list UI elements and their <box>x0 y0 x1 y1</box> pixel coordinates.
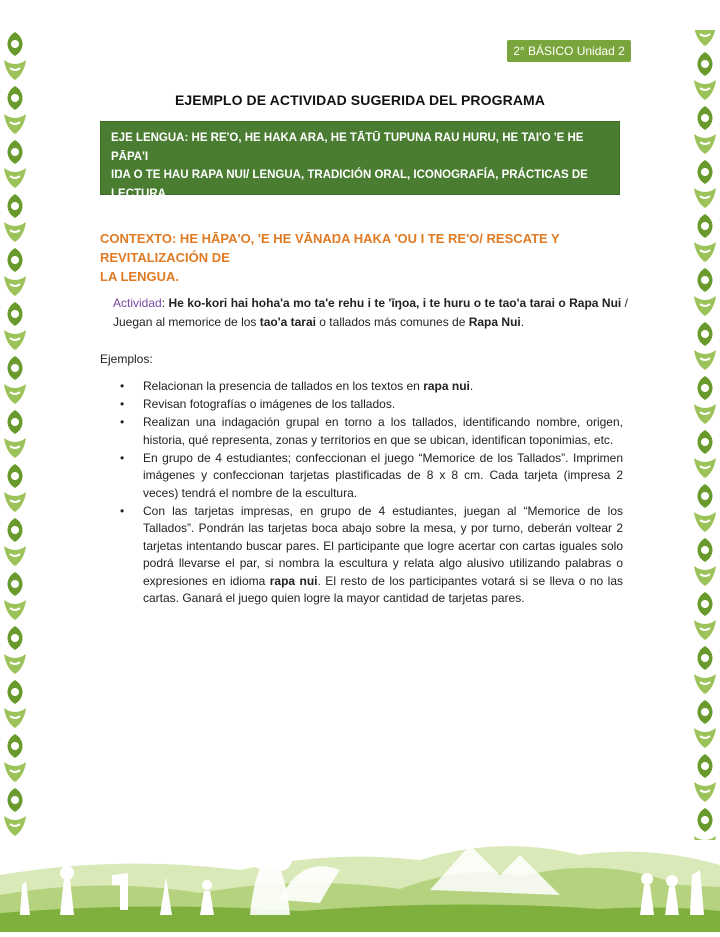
bullet-icon: • <box>120 503 125 518</box>
actividad-text: / Juegan al memorice de los <box>113 296 629 329</box>
examples-list <box>120 378 623 608</box>
eje-line: IŊA O TE HAU RAPA NUI/ LENGUA, TRADICIÓN ORAL, ICONOGRAFÍA, PRÁCTICAS DE LECTURA <box>111 169 588 200</box>
list-item <box>120 378 623 396</box>
item-text: Con las tarjetas impresas, en grupo de 4 estudiantes, juegan al “Memorice de los Tallados”. Pondrán las tarjetas boca abajo sobre la mesa, y por turno, deberán voltear 2 tarjetas intentando buscar pares. El participante que logre acertar con cartas iguales solo podrá llevarse el par, si nombra la escultura y relata algo alusivo utilizando palabras o expresiones en idioma <box>143 503 623 588</box>
eje-box <box>100 121 620 218</box>
ejemplos-label: Ejemplos: <box>100 352 153 366</box>
list-item <box>120 396 623 414</box>
item-text: Realizan una indagación grupal en torno a los tallados, identificando nombre, origen, historia, qué representa, zonas y territorios en que se ubican, identifican toponimias, etc. <box>143 415 623 447</box>
actividad-rapanui-title: He ko-kori hai hoha'a mo ta'e rehu i te 'īŋoa, i te huru o te tao'a tarai o Rapa Nui <box>168 296 622 310</box>
contexto-line: LA LENGUA. <box>100 269 179 284</box>
actividad-colon: : <box>161 296 169 310</box>
contexto-line: CONTEXTO: HE HĀPA'O, 'E HE VĀNAŊA HAKA 'OU I TE RE'O/ RESCATE Y REVITALIZACIÓN DE <box>100 231 560 265</box>
actividad-text: o tallados más comunes de <box>315 315 469 329</box>
right-decorative-border <box>690 30 720 840</box>
item-text: . <box>469 379 474 393</box>
unit-tab: 2° BÁSICO Unidad 2 <box>507 40 631 62</box>
left-decorative-border <box>0 30 30 840</box>
eje-line: Y ESCRITURA DE LOS PUEBLOS ORIGINARIOS. <box>111 206 377 218</box>
eje-line: EJE LENGUA: HE RE'O, HE HAKA ARA, HE TĀTŪ TUPUNA RAU HURU, HE TAI'O 'E HE PĀPA'I <box>111 132 584 163</box>
list-item <box>120 450 623 503</box>
footer-landscape-illustration <box>0 815 720 932</box>
actividad-paragraph <box>113 294 628 332</box>
item-text: . El resto de los participantes votará si se lleva o no las cartas. Ganará el juego quien logre la mayor cantidad de tarjetas pares. <box>143 573 623 605</box>
list-item <box>120 414 623 449</box>
contexto-heading <box>100 229 625 286</box>
item-bold: rapa nui <box>423 379 470 393</box>
actividad-tao-tarai: tao'a tarai <box>259 315 316 329</box>
item-bold: rapa nui <box>269 573 318 588</box>
actividad-end: . <box>520 315 525 329</box>
bullet-icon: • <box>120 415 125 429</box>
list-item <box>120 503 623 608</box>
item-text: Revisan fotografías o imágenes de los tallados. <box>143 397 396 411</box>
actividad-label: Actividad <box>113 296 162 310</box>
bullet-icon: • <box>120 379 125 393</box>
page-title: EJEMPLO DE ACTIVIDAD SUGERIDA DEL PROGRAMA <box>174 92 546 108</box>
item-text: Relacionan la presencia de tallados en los textos en <box>143 379 424 393</box>
bullet-icon: • <box>120 450 125 465</box>
item-text: En grupo de 4 estudiantes; confeccionan el juego “Memorice de los Tallados”. Imprimen imágenes y confeccionan tarjetas plastificadas de 8 x 8 cm. Cada tarjeta (impresa 2 veces) tendrá el nombre de la escultura. <box>143 450 623 500</box>
bullet-icon: • <box>120 397 125 411</box>
actividad-rapa-nui: Rapa Nui <box>468 315 521 329</box>
